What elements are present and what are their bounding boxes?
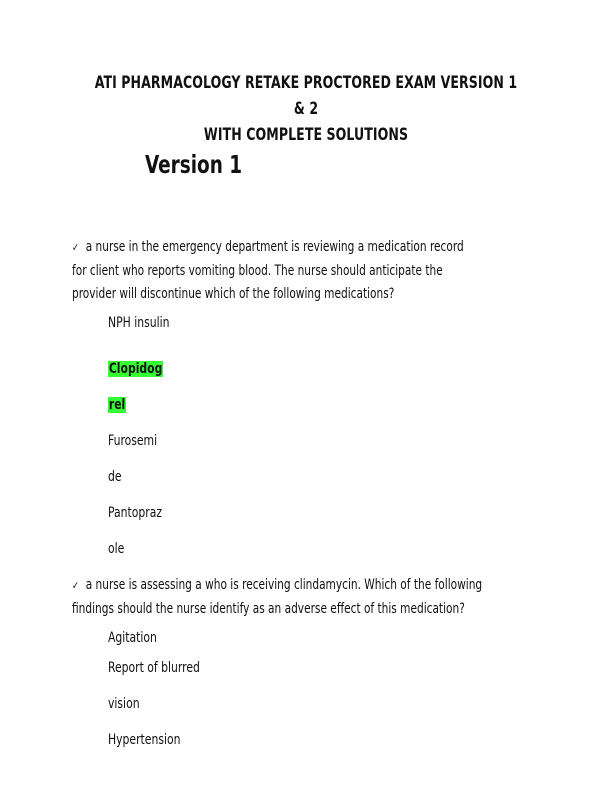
checkmark-icon: ✓	[72, 241, 79, 254]
document-title	[88, 70, 524, 148]
question-1-line-2: for client who reports vomiting blood. The nurse should anticipate the	[72, 262, 443, 279]
correct-answer-highlight: rel	[108, 397, 126, 413]
q2-option-blurred-vision-part-1: Report of blurred	[108, 660, 200, 676]
question-2-line-2: findings should the nurse identify as an adverse effect of this medication?	[72, 600, 465, 617]
q1-option-furosemide-part-1: Furosemi	[108, 433, 158, 449]
q2-option-agitation: Agitation	[108, 630, 157, 646]
q1-option-pantoprazole-part-2: ole	[108, 541, 125, 557]
q2-option-hypertension: Hypertension	[108, 732, 181, 748]
version-heading: Version 1	[145, 150, 243, 179]
question-2-text-1: a nurse is assessing a who is receiving clindamycin. Which of the following	[85, 577, 483, 593]
q1-option-pantoprazole-part-1: Pantopraz	[108, 505, 163, 521]
question-2-line-1	[72, 574, 482, 598]
question-1-text-1: a nurse in the emergency department is reviewing a medication record	[85, 239, 464, 255]
q2-option-blurred-vision-part-2: vision	[108, 696, 140, 712]
checkmark-icon: ✓	[72, 579, 79, 592]
q1-option-nph-insulin: NPH insulin	[108, 315, 170, 331]
question-1	[72, 236, 538, 307]
question-2	[72, 574, 560, 621]
correct-answer-highlight: Clopidog	[108, 361, 163, 377]
title-line-2: WITH COMPLETE SOLUTIONS	[203, 125, 409, 145]
q1-option-clopidogrel-part-1	[108, 361, 163, 377]
question-1-line-1	[72, 236, 464, 260]
title-line-1: ATI PHARMACOLOGY RETAKE PROCTORED EXAM VERSION 1 & 2	[94, 73, 518, 119]
q1-option-furosemide-part-2: de	[108, 469, 122, 485]
q1-option-clopidogrel-part-2	[108, 397, 126, 413]
question-1-line-3: provider will discontinue which of the following medications?	[72, 286, 395, 302]
